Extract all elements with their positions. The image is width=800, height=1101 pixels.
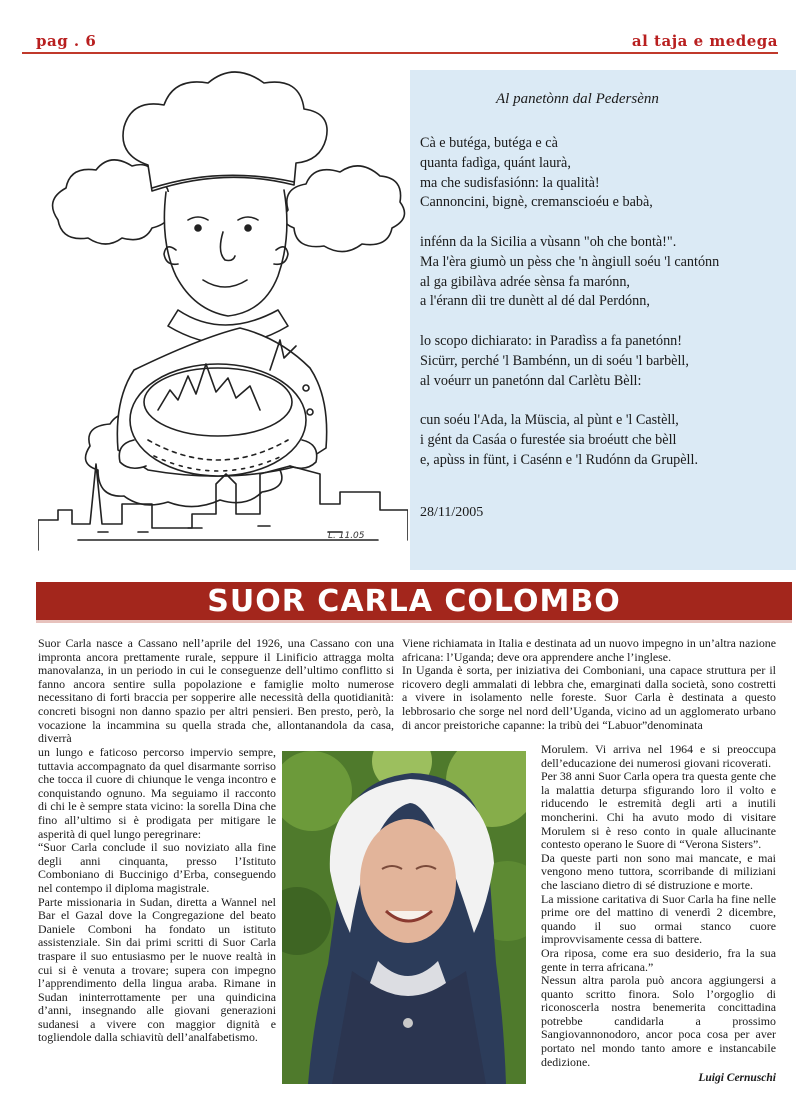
poem-line: al voéurr un panetónn dal Carlètu Bèll: <box>420 372 642 389</box>
article-paragraph: Morulem. Vi arriva nel 1964 e si preoccupa dell’educazione dei numerosi giovani ricoverati. Per 38 anni Suor Carla opera tra questa gente che la malattia deturpa sfigurando loro il volto e riducendo le estremità degli arti a inutili moncherini. Chi ha avuto modo di visitare Morulem si è reso conto in quale allucinante contesto operano le Suore di “Verona Sisters”. Da queste parti non sono mai mancate, e mai vengono meno tuttora, scorribande di miliziani che lasciano dietro di sé distruzione e morte. La missione caritativa di Suor Carla ha fine nelle prime ore del mattino di venerdì 2 dicembre, quando il suo ormai stanco cuore improvvisamente cessa di battere. Ora riposa, come era suo desiderio, fra la sua gente in terra africana.” Nessun altra parola può ancora aggiungersi a quanto scritto finora. Solo l’orgoglio di riconoscerla nostra benemerita concittadina potrebbe candidarla a prossimo Sangiovannonodoro, ancor poca cosa per aver portato nel mondo tanto amore e instancabile dedizione. <box>541 742 776 1069</box>
chef-illustration <box>38 70 408 570</box>
poem-line: e, apùss in fünt, i Casénn e 'l Rudónn da Grupèll. <box>420 451 698 468</box>
portrait-photo <box>282 751 526 1084</box>
poem-line: quanta fadìga, quánt laurà, <box>420 154 571 171</box>
poem-line: a l'érann dìi tre dunètt al dé dal Perdónn, <box>420 293 650 310</box>
article-paragraph: Suor Carla nasce a Cassano nell’aprile del 1926, una Cassano con una impronta ancora prettamente rurale, seppure il Linificio attragga molta manovalanza, in un periodo in cui le conseguenze dell’ultimo conflitto si fanno ancora sentire sulla popolazione e famiglie molto numerose necessitano di forti braccia per sopperire alle necessità della quotidianità: concreti bisogni non danno spazio per altri pensieri. Ben presto, però, la vocazione la incammina su quella strada che, allontanandola da casa, diverrà <box>38 636 394 746</box>
article-col2-top <box>402 637 776 732</box>
poem-body <box>420 134 790 490</box>
article-paragraph: un lungo e faticoso percorso impervio sempre, tuttavia accompagnato da quel disarmante sorriso che tocca il cuore di chiunque le venga incontro e conquistando ognuno. Ma seguiamo il racconto di chi le è sempre stata vicino: la sorella Dina che fino all’ultimo si è prodigata per mitigare le asperità di quel lungo peregrinare: “Suor Carla conclude il suo noviziato alla fine degli anni cinquanta, presso l’Istituto Comboniano di Buccinigo d’Erba, conseguendo nel contempo il diploma magistrale. Parte missionaria in Sudan, diretta a Wannel nel Bar el Gazal dove la Congregazione del beato Daniele Comboni ha fondato un istituto assistenziale. Sin dai primi scritti di Suor Carla traspare il suo entusiasmo per le nuove realtà in cui si è venuta a trovare; supera con impegno l’apprendimento della lingua araba. Rimane in Sudan ininterrottamente per una quindicina d’anni, insegnando alle giovani generazioni sudanesi a vivere con maggior dignità e togliendole dalla schiavitù dell’analfabetismo. <box>38 745 276 1045</box>
poem-stanza <box>420 134 790 213</box>
poem-line: infénn da la Sicilia a vùsann "oh che bontà!". <box>420 233 677 250</box>
cloud-right <box>284 166 404 252</box>
article-banner <box>36 582 792 620</box>
article-col1-top <box>38 637 394 746</box>
poem-line: ma che sudisfasiónn: la qualità! <box>420 174 600 191</box>
article-title: SUOR CARLA COLOMBO <box>207 584 621 619</box>
author-signature: Luigi Cernuschi <box>698 1072 776 1084</box>
chef-hat <box>123 72 327 191</box>
header-rule <box>22 52 778 54</box>
article-paragraph: Viene richiamata in Italia e destinata ad un nuovo impegno in un’altra nazione africana: l’Uganda; deve ora apprendere anche l’inglese. In Uganda è sorta, per iniziativa dei Comboniani, una capace struttura per il ricovero degli ammalati di lebbra che, emarginati dalla società, sono costretti a vivere in isolamento nelle foreste. Suor Carla è destinata a questo lebbrosario che sorge nel nord dell’Uganda, vicino ad un agglomerato urbano di ancor preistoriche capanne: la tribù dei “Labuor”denominata <box>402 636 776 732</box>
poem-line: al ga gibilàva adrée sènsa fa marónn, <box>420 273 630 290</box>
page-number: pag . 6 <box>36 32 97 50</box>
poem-stanza <box>420 233 790 312</box>
poem-date: 28/11/2005 <box>420 505 484 520</box>
chef-face <box>164 190 287 316</box>
publication-name: al taja e medega <box>631 32 778 50</box>
banner-shadow <box>36 620 792 623</box>
illustration-signature: L. 11.05 <box>328 531 365 541</box>
poem-stanza <box>420 411 790 470</box>
poem-line: Cà e butéga, butéga e cà <box>420 135 558 151</box>
article-col2-bottom <box>541 743 776 1069</box>
poem-line: i gént da Casáa o furestée sia broéutt che bèll <box>420 431 677 448</box>
poem-title: Al panetònn dal Pedersènn <box>496 91 659 107</box>
face <box>360 819 456 943</box>
poem-line: Ma l'èra giumò un pèss che 'n àngiull soéu 'l cantónn <box>420 253 720 270</box>
poem-line: lo scopo dichiarato: in Paradìss a fa panetónn! <box>420 332 682 349</box>
poem-stanza <box>420 332 790 391</box>
poem-line: Sicürr, perché 'l Bambénn, un di soéu 'l barbèll, <box>420 352 689 369</box>
poem-line: cun soéu l'Ada, la Müscia, al pùnt e 'l Castèll, <box>420 412 679 429</box>
poem-line: Cannoncini, bignè, cremanscioéu e babà, <box>420 194 653 211</box>
page-header <box>0 0 800 56</box>
article-col1-bottom <box>38 746 276 1045</box>
